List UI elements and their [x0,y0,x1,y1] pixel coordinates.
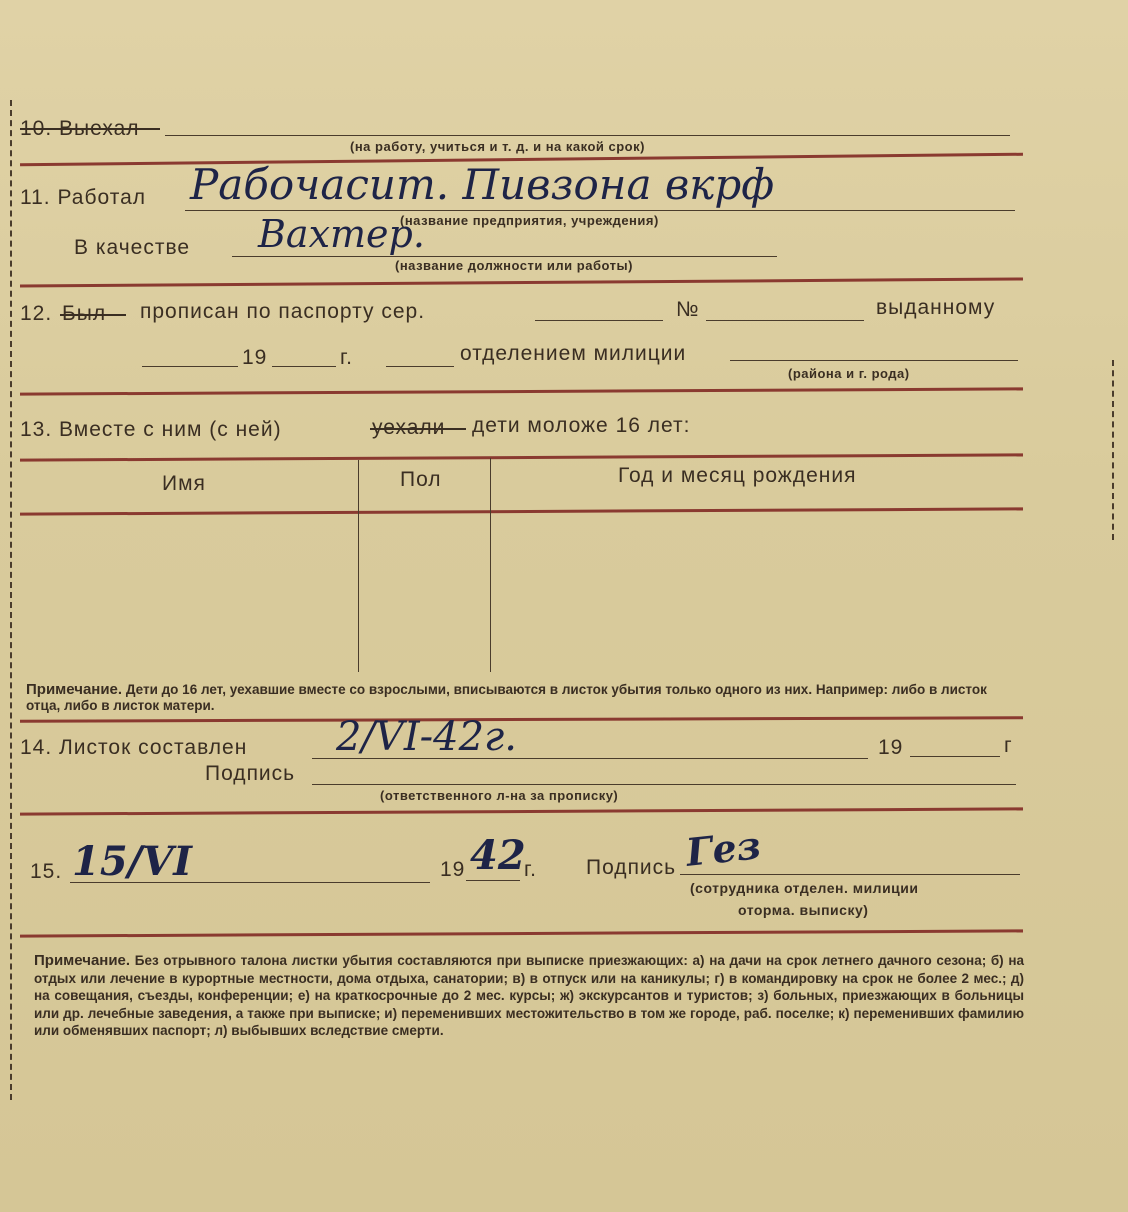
field12-militia: отделением милиции [460,342,687,365]
field11-hint: (название предприятия, учреждения) [400,213,659,228]
note2-label: Примечание. [34,952,131,969]
field15-label: 15. [30,860,63,883]
field10-label: 10. Выехал [20,117,140,140]
field12-hint: (района и г. рода) [788,366,910,381]
field11-role-line [232,256,777,257]
note2-text: Без отрывного талона листки убытия составляются при выписке приезжающих: а) на дачи на срок летнего дачного сезона; б) на отдых или лечение в курортные местности, дома отдыха, санатории; в) в отпуск или на каникулы; г) в командировку на срок не более 2 мес.; д) на совещания, съезды, конференции; е) на краткосрочные до 2 мес. курсы; ж) экскурсантов и туристов; з) больных, приезжающих в больницы или др. лечебные заведения, а также при выписке; и) переменивших местожительство в том же городе, раб. поселке; к) переменивших фамилию или обменявших паспорт; л) выбывших вследствие смерти. [34,953,1024,1038]
table-divider-2 [490,458,491,672]
field11-label: 11. Работал [20,186,147,209]
field12-militia-line [730,360,1018,361]
table-header-name: Имя [162,472,206,495]
note1-label: Примечание. [26,681,123,698]
table-header-sex: Пол [400,468,442,491]
field13-struck-word: уехали [372,416,446,439]
field14-year-suffix: г [1004,734,1013,757]
field12-rule [20,387,1023,395]
field13-label-end: дети моложе 16 лет: [472,414,691,437]
field11-role-label: В качестве [74,236,191,259]
field14-signature-line [312,784,1016,785]
field13-label-start: 13. Вместе с ним (с ней) [20,418,282,441]
field14-year-prefix: 19 [878,736,904,759]
field15-hint-2: оторма. выписку) [738,902,869,918]
field12-date-line [142,366,238,367]
field15-hint-1: (сотрудника отделен. милиции [690,880,919,896]
field13-strike [370,428,466,430]
field12-line1: прописан по паспорту сер. [140,300,426,323]
field10-line [165,135,1010,136]
field12-prefix: 12. [20,302,53,325]
field14-signature-hint: (ответственного л-на за прописку) [380,788,619,803]
field15-signature: Гез [683,822,763,875]
field14-date: 2/VI-42г. [336,714,517,760]
field15-rule [20,929,1023,937]
field15-date-line [70,882,430,883]
table-divider-1 [358,460,359,672]
field10-hint: (на работу, учиться и т. д. и на какой срок) [350,139,645,154]
field14-rule [20,807,1023,815]
field14-label: 14. Листок составлен [20,736,248,759]
field12-struck-word: Был [62,302,107,325]
perforation-right [1112,360,1114,540]
field11-workplace: Рабочасит. Пивзона вкрф [190,160,775,209]
field14-year-line [910,756,1000,757]
table-header-birth: Год и месяц рождения [618,464,857,487]
field11-line [185,210,1015,211]
field11-role: Вахтер. [258,212,425,256]
field12-number-sign: № [676,298,700,321]
note1-rule [20,716,1023,723]
note1 [26,682,1021,714]
field14-date-line [312,758,868,759]
field15-signature-line [680,874,1020,875]
note2 [34,952,1024,1040]
field12-year-line [272,366,336,367]
field15-year-prefix: 19 [440,858,466,881]
field12-year-prefix: 19 [242,346,268,369]
field15-signature-label: Подпись [586,856,677,879]
field12-year-suffix: г. [340,346,353,369]
field15-year-suffix: г. [524,858,537,881]
note1-text: Дети до 16 лет, уехавшие вместе со взрослыми, вписываются в листок убытия только одного из них. Например: либо в листок отца, либо в листок матери. [26,682,987,713]
field11-role-hint: (название должности или работы) [395,258,633,273]
field11-rule [20,277,1023,287]
field10-strike [20,128,160,130]
field12-series-line [535,320,663,321]
field12-number-line [706,320,864,321]
field15-year-value: 42 [470,832,526,879]
field12-blank-line [386,366,454,367]
field15-year-line [466,880,520,881]
field12-issued: выданному [876,296,996,319]
field15-date: 15/VI [72,838,193,885]
table-header-rule [20,507,1023,515]
field12-strike [60,314,126,316]
field14-signature-label: Подпись [205,762,296,785]
field13-rule-top [20,453,1023,461]
perforation-left [10,100,12,1100]
